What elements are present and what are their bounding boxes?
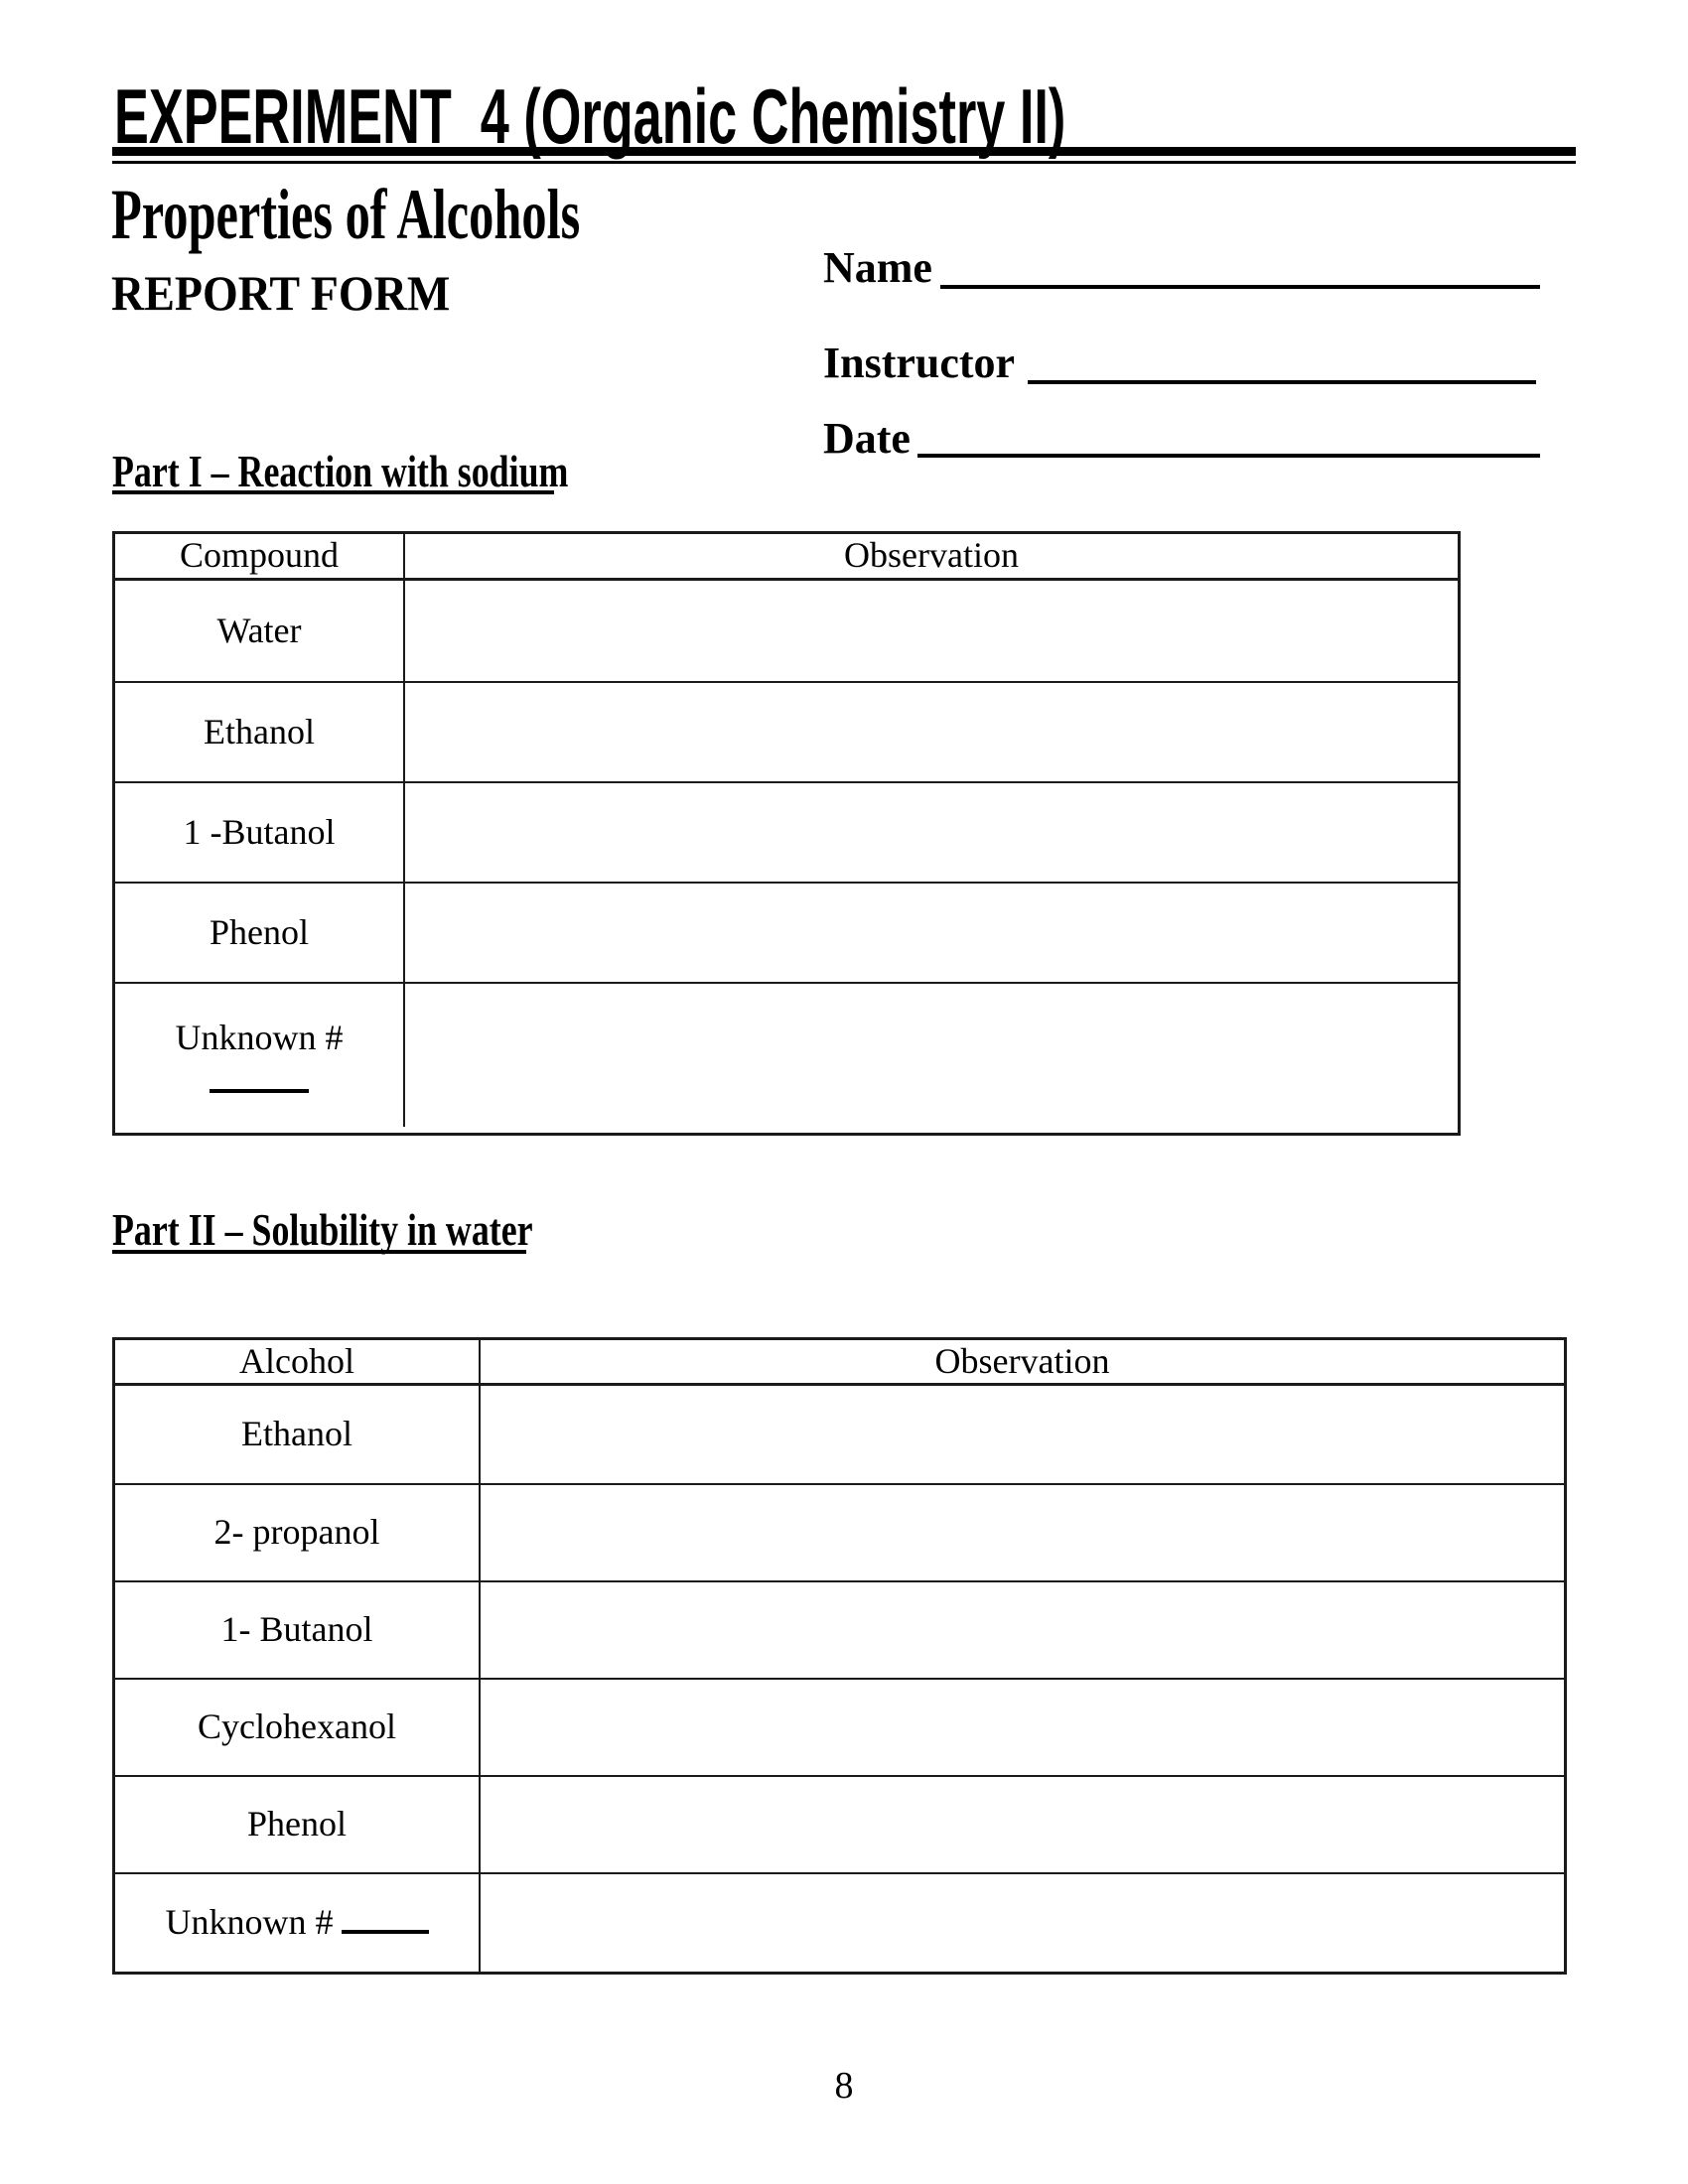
row-label-cell xyxy=(115,1485,481,1580)
observation-header-cell xyxy=(405,534,1458,578)
part1-table xyxy=(112,531,1461,1136)
date-label: Date xyxy=(823,414,911,463)
row-label: Ethanol xyxy=(241,1414,352,1454)
observation-cell xyxy=(481,1680,1564,1775)
table-row xyxy=(115,1386,1564,1483)
row-label-cell xyxy=(115,1777,481,1872)
part2-table-header xyxy=(115,1340,1564,1386)
unknown-number-blank-line xyxy=(210,1089,309,1093)
table-row xyxy=(115,1872,1564,1972)
row-label: Unknown # xyxy=(175,1018,344,1058)
table-row xyxy=(115,1483,1564,1580)
part1-heading-underline xyxy=(112,490,554,494)
row-label-cell xyxy=(115,884,405,982)
row-label: Ethanol xyxy=(204,711,315,751)
row-label: Cyclohexanol xyxy=(198,1706,396,1747)
observation-header-label: Observation xyxy=(934,1340,1110,1381)
row-label: 1 -Butanol xyxy=(183,811,336,852)
title-rule xyxy=(112,147,1576,164)
part1-table-header xyxy=(115,534,1458,581)
observation-cell xyxy=(481,1485,1564,1580)
row-label-cell xyxy=(115,783,405,882)
table-row xyxy=(115,982,1458,1127)
row-label: Water xyxy=(216,610,302,650)
page-number: 8 xyxy=(834,2065,854,2107)
row-label-cell xyxy=(115,1680,481,1775)
observation-cell xyxy=(481,1777,1564,1872)
part2-table xyxy=(112,1337,1567,1975)
observation-header-cell xyxy=(481,1340,1564,1383)
part2-heading: Part II – Solubility in water xyxy=(112,1204,533,1255)
table-row xyxy=(115,781,1458,882)
row-label-cell xyxy=(115,1874,481,1972)
table-row xyxy=(115,882,1458,982)
row-label: 2- propanol xyxy=(213,1512,380,1553)
observation-header-label: Observation xyxy=(844,535,1019,576)
table-row xyxy=(115,681,1458,781)
table-row xyxy=(115,1775,1564,1872)
observation-cell xyxy=(481,1582,1564,1678)
observation-cell xyxy=(405,984,1458,1127)
compound-header-cell xyxy=(115,534,405,578)
date-blank-line xyxy=(917,454,1540,458)
observation-cell xyxy=(405,581,1458,681)
compound-header-label: Compound xyxy=(179,535,339,576)
row-label: 1- Butanol xyxy=(220,1609,373,1650)
observation-cell xyxy=(405,783,1458,882)
experiment-title: EXPERIMENT 4 (Organic Chemistry II) xyxy=(114,72,1066,160)
observation-cell xyxy=(481,1386,1564,1483)
table-row xyxy=(115,1580,1564,1678)
table-row xyxy=(115,1678,1564,1775)
observation-cell xyxy=(405,683,1458,781)
instructor-blank-line xyxy=(1028,380,1536,384)
observation-cell xyxy=(405,884,1458,982)
row-label: Phenol xyxy=(209,911,309,952)
name-blank-line xyxy=(940,285,1540,289)
row-label-cell xyxy=(115,1582,481,1678)
table-row xyxy=(115,581,1458,681)
row-label-cell xyxy=(115,581,405,681)
alcohol-header-label: Alcohol xyxy=(239,1340,354,1381)
row-label-cell xyxy=(115,984,405,1127)
row-label-cell xyxy=(115,1386,481,1483)
row-label: Phenol xyxy=(246,1804,347,1844)
alcohol-header-cell xyxy=(115,1340,481,1383)
part1-heading: Part I – Reaction with sodium xyxy=(112,446,569,496)
unknown-number-blank-line xyxy=(342,1930,429,1934)
name-label: Name xyxy=(823,243,932,292)
row-label: Unknown # xyxy=(166,1902,429,1943)
observation-cell xyxy=(481,1874,1564,1972)
report-form-label: REPORT FORM xyxy=(111,265,451,321)
page-subtitle: Properties of Alcohols xyxy=(111,175,581,254)
part2-heading-underline xyxy=(112,1250,526,1254)
instructor-label: Instructor xyxy=(823,339,1016,387)
row-label-cell xyxy=(115,683,405,781)
